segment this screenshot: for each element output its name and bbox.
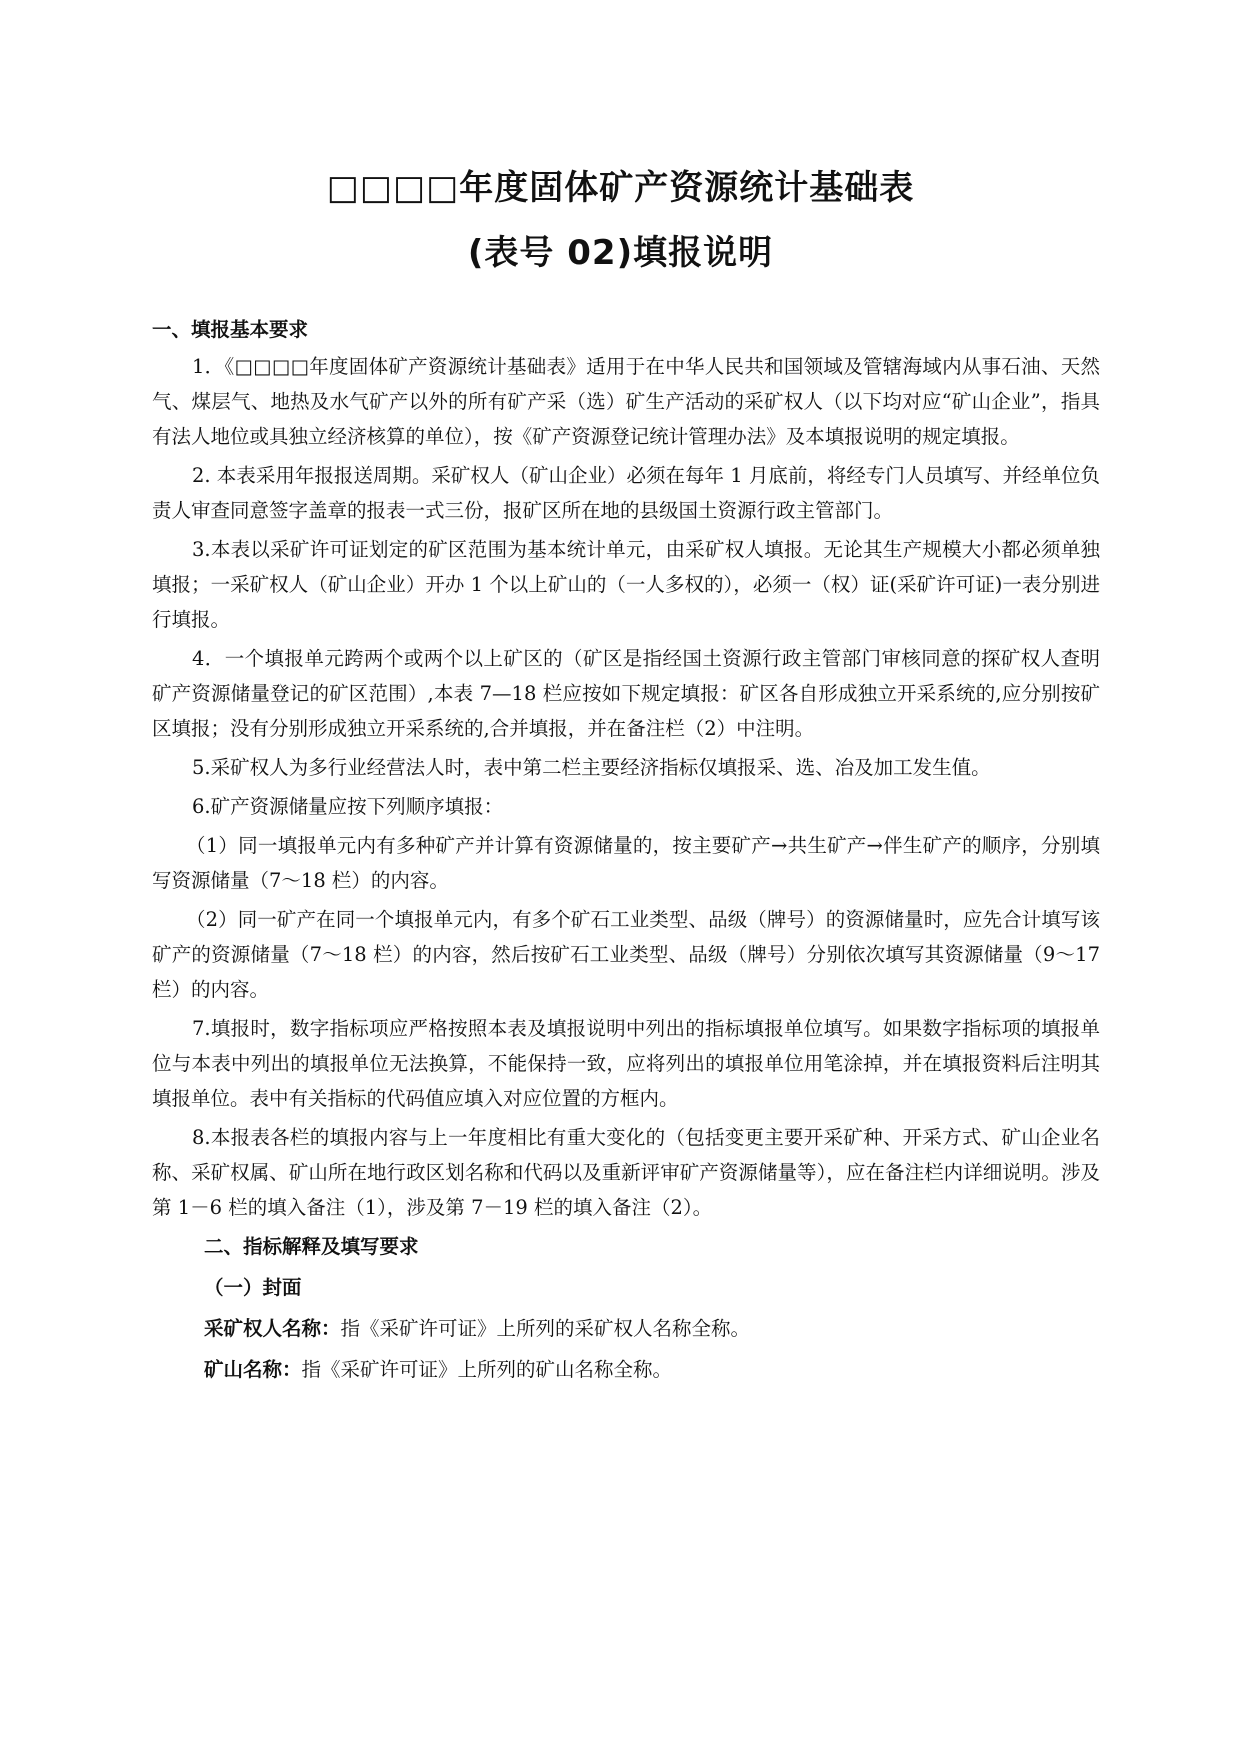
document-body <box>152 312 1100 1393</box>
document-title: □□□□年度固体矿产资源统计基础表 <box>326 168 915 208</box>
paragraph-6: 6.矿产资源储量应按下列顺序填报： <box>192 795 504 818</box>
definition-term: 矿山名称： <box>204 1358 302 1381</box>
subparagraph-1: （1）同一填报单元内有多种矿产并计算有资源储量的，按主要矿产→共生矿产→伴生矿产的顺序，分别填写资源储量（7～18 栏）的内容。 <box>152 834 1100 892</box>
section-heading-2: 二、指标解释及填写要求 <box>204 1235 419 1258</box>
subparagraph-2: （2）同一矿产在同一个填报单元内，有多个矿石工业类型、品级（牌号）的资源储量时，应先合计填写该矿产的资源储量（7～18 栏）的内容，然后按矿石工业类型、品级（牌号）分别依次填写其资源储量（9～17 栏）的内容。 <box>152 908 1100 1001</box>
paragraph-5: 5.采矿权人为多行业经营法人时，表中第二栏主要经济指标仅填报采、选、冶及加工发生值。 <box>192 756 991 779</box>
paragraph-8: 8.本报表各栏的填报内容与上一年度相比有重大变化的（包括变更主要开采矿种、开采方式、矿山企业名称、采矿权属、矿山所在地行政区划名称和代码以及重新评审矿产资源储量等），应在备注栏内详细说明。涉及第 1－6 栏的填入备注（1），涉及第 7－19 栏的填入备注（2）。 <box>152 1126 1100 1219</box>
definition-mine-name <box>204 1352 1100 1387</box>
definition-text: 指《采矿许可证》上所列的矿山名称全称。 <box>301 1358 673 1381</box>
paragraph-2: 2. 本表采用年报报送周期。采矿权人（矿山企业）必须在每年 1 月底前，将经专门人员填写、并经单位负责人审查同意签字盖章的报表一式三份，报矿区所在地的县级国土资源行政主管部门。 <box>152 464 1100 522</box>
paragraph-4: 4．一个填报单元跨两个或两个以上矿区的（矿区是指经国土资源行政主管部门审核同意的探矿权人查明矿产资源储量登记的矿区范围）,本表 7—18 栏应按如下规定填报：矿区各自形成独立开采系统的,应分别按矿区填报；没有分别形成独立开采系统的,合并填报，并在备注栏（2）中注明。 <box>152 647 1100 740</box>
paragraph-7: 7.填报时，数字指标项应严格按照本表及填报说明中列出的指标填报单位填写。如果数字指标项的填报单位与本表中列出的填报单位无法换算，不能保持一致，应将列出的填报单位用笔涂掉，并在填报资料后注明其填报单位。表中有关指标的代码值应填入对应位置的方框内。 <box>152 1017 1100 1110</box>
section-heading-1: 一、填报基本要求 <box>152 318 309 341</box>
definition-text: 指《采矿许可证》上所列的采矿权人名称全称。 <box>340 1317 751 1340</box>
paragraph-3: 3.本表以采矿许可证划定的矿区范围为基本统计单元，由采矿权人填报。无论其生产规模大小都必须单独填报；一采矿权人（矿山企业）开办 1 个以上矿山的（一人多权的），必须一（权）证(采矿许可证)一表分别进行填报。 <box>152 538 1100 631</box>
definition-term: 采矿权人名称： <box>204 1317 341 1340</box>
document-subtitle: (表号 02)填报说明 <box>467 233 774 273</box>
definition-miner-name <box>204 1311 1100 1346</box>
paragraph-1: 1．《□□□□年度固体矿产资源统计基础表》适用于在中华人民共和国领域及管辖海域内从事石油、天然气、煤层气、地热及水气矿产以外的所有矿产采（选）矿生产活动的采矿权人（以下均对应“矿山企业”，指具有法人地位或具独立经济核算的单位），按《矿产资源登记统计管理办法》及本填报说明的规定填报。 <box>152 355 1100 448</box>
subsection-heading-cover: （一）封面 <box>204 1276 302 1299</box>
